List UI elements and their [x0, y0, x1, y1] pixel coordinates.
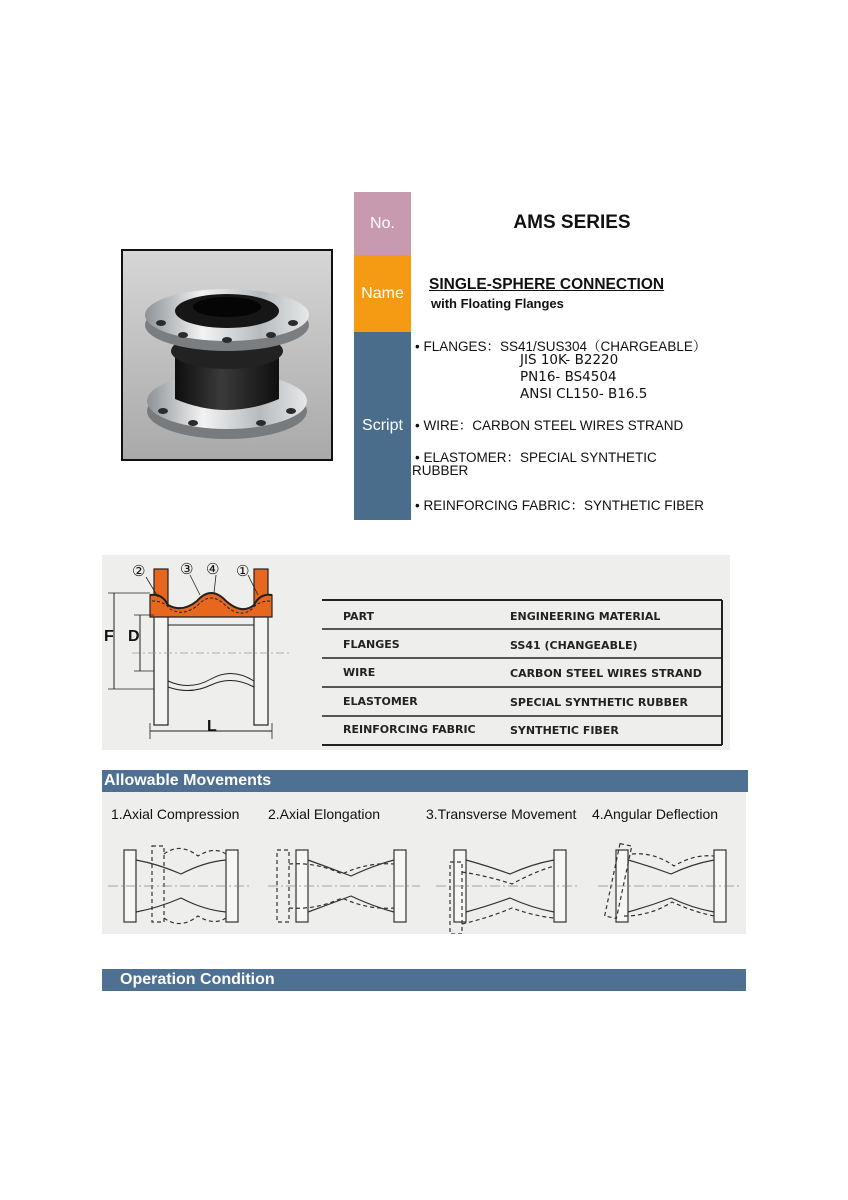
table-cell-part: REINFORCING FABRIC [343, 723, 476, 736]
movement-label: 1.Axial Compression [111, 806, 240, 822]
cross-section-diagram [102, 555, 730, 750]
axial-elongation-icon [268, 850, 420, 922]
table-cell-material: SYNTHETIC FIBER [510, 724, 619, 737]
spec-elastomer-cont: RUBBER [412, 463, 469, 478]
no-label: No. [354, 192, 411, 255]
flange-standard: PN16- BS4504 [520, 369, 617, 385]
table-cell-part: ELASTOMER [343, 695, 418, 708]
product-photo [121, 249, 333, 461]
movement-label: 3.Transverse Movement [426, 806, 577, 822]
table-cell-material: SS41 (CHANGEABLE) [510, 639, 638, 652]
callout-1: ① [236, 562, 250, 580]
table-cell-material: CARBON STEEL WIRES STRAND [510, 667, 702, 680]
flange-standard: JIS 10K- B2220 [520, 352, 619, 368]
dim-d-label: D [128, 628, 140, 645]
spec-flanges: • FLANGES：SS41/SUS304（CHARGEABLE） [415, 339, 707, 354]
spec-wire: • WIRE：CARBON STEEL WIRES STRAND [415, 418, 684, 433]
spec-fabric: • REINFORCING FABRIC：SYNTHETIC FIBER [415, 498, 704, 513]
table-header-material: ENGINEERING MATERIAL [510, 610, 661, 623]
series-title: AMS SERIES [513, 212, 631, 233]
product-name: SINGLE-SPHERE CONNECTION [429, 276, 665, 293]
callout-2: ② [132, 562, 146, 580]
table-header-part: PART [343, 610, 375, 623]
table-cell-material: SPECIAL SYNTHETIC RUBBER [510, 696, 688, 709]
flange-standard: ANSI CL150- B16.5 [520, 386, 648, 402]
name-label: Name [354, 255, 411, 332]
movement-diagrams [102, 832, 746, 934]
axial-compression-icon [108, 846, 252, 924]
transverse-movement-icon [436, 850, 580, 934]
rubber-joint-photo-icon [123, 251, 331, 459]
callout-4: ④ [206, 560, 220, 578]
allowable-movements-header: Allowable Movements [102, 770, 748, 792]
operation-condition-header: Operation Condition [102, 969, 746, 991]
dim-f-label: F [104, 628, 114, 645]
script-label: Script [354, 332, 411, 520]
product-subname: with Floating Flanges [431, 296, 564, 311]
movement-label: 2.Axial Elongation [268, 806, 381, 822]
table-cell-part: WIRE [343, 666, 376, 679]
dim-l-label: L [207, 718, 217, 735]
spec-elastomer: • ELASTOMER：SPECIAL SYNTHETIC [415, 450, 657, 465]
callout-3: ③ [180, 560, 194, 578]
table-cell-part: FLANGES [343, 638, 400, 651]
movement-label: 4.Angular Deflection [592, 806, 719, 822]
angular-deflection-icon [598, 844, 742, 922]
